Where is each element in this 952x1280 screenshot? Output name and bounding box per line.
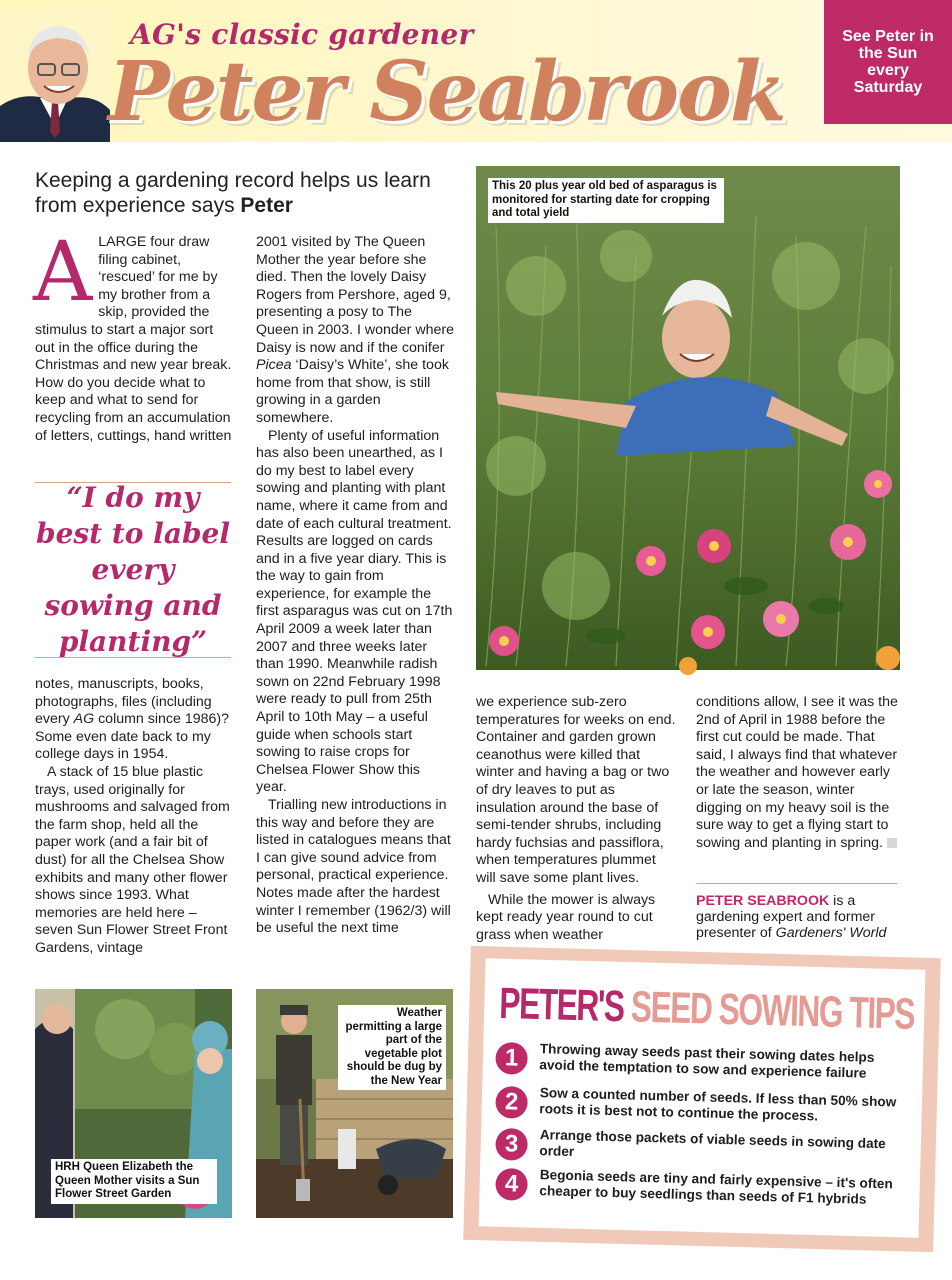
queen-mother-photo [35, 989, 232, 1218]
col3-paragraph-2: While the mower is always kept ready year round to cut grass when weather [476, 891, 656, 943]
col2-paragraph-2: Plenty of useful information has also been unearthed, as I do my best to label every sowing and planting with plant name, where it came from and date of each cultural treatment. Results are logged on cards and in a five year diary. This is the way to gain from experience, for example the first asparagus was cut on 17th April 2009 a week later than 2007 and three weeks later than 1990. Meanwhile radish sown on 22nd February 1998 were ready to pull from 25th April to 10th May – a useful guide when schools start sowing to raise crops for Chelsea Flower Show this year. [256, 427, 453, 796]
tips-title-b: SEED SOWING TIPS [622, 982, 915, 1039]
headline-text: Keeping a gardening record helps us learn from experience says [35, 169, 431, 217]
tip-number: 1 [495, 1042, 528, 1075]
vegetable-plot-caption: Weather permitting a large part of the vegetable plot should be dug by the New Year [338, 1005, 446, 1090]
tip-number: 4 [495, 1168, 528, 1201]
masthead-title: Peter Seabrook [108, 44, 785, 140]
bio-name: PETER SEABROOK [696, 893, 830, 909]
tip-text: Sow a counted number of seeds. If less than 50% show roots it is best not to continue the process. [539, 1085, 897, 1124]
col1-text-a: notes, manuscripts, books, photographs, files (including every [35, 676, 212, 728]
vegetable-plot-photo [256, 989, 453, 1218]
pull-quote [35, 482, 231, 658]
col1-intro: LARGE four draw filing cabinet, ‘rescued’ for me by my brother from a skip, provided the stimulus to start a major sort out in the office during the Christmas and new year break. How do you decide what to keep and what to send for recycling from an accumulation of letters, cuttings, hand written [35, 234, 232, 444]
promo-box [824, 0, 952, 124]
col4-paragraph-1: conditions allow, I see it was the 2nd of April in 1988 before the first cut could be made. That said, I always find that whatever the weather and however early or late the season, winter digging on my heavy soil is the sure way to get a flying start to sowing and planting in spring. [696, 694, 898, 851]
author-bio [696, 893, 906, 941]
col1-ag: AG [73, 711, 95, 728]
tip-text: Arrange those packets of viable seeds in sowing date order [539, 1127, 886, 1160]
bio-show: Gardeners' World [775, 925, 887, 941]
col2-paragraph-3: Trialling new introductions in this way and before they are listed in catalogues means that I can give sound advice from personal, practical experience. Notes made after the hardest winter I remember (1962/3) will be useful the next time [256, 797, 451, 937]
col2-text-a: 2001 visited by The Queen Mother the year before she died. Then the lovely Daisy Rogers from Pershore, aged 9, presenting a posy to The Queen in 2003. I wonder where Daisy is now and if the conifer [256, 234, 454, 356]
col2-text-b: ‘Daisy’s White’, she took home from that show, is still growing in a garden somewhere. [256, 357, 449, 426]
promo-text: See Peter in the Sun every Saturday [842, 28, 934, 96]
headline [35, 168, 475, 218]
end-mark-icon [887, 838, 897, 848]
tip-text: Throwing away seeds past their sowing dates helps avoid the temptation to sow and experience failure [539, 1041, 875, 1081]
drop-cap: A [33, 225, 93, 320]
headline-bold: Peter [240, 194, 293, 217]
pull-quote-text: “I do my best to label every sowing and planting” [35, 481, 230, 658]
tip-number: 3 [495, 1128, 528, 1161]
col3-paragraph-1: we experience sub-zero temperatures for weeks on end. Container and garden grown ceanothus were killed that winter and having a bag or two of dry leaves to put as insulation around the base of semi-tender shrubs, including hardy fuchsias and passiflora, when temperatures plummet will save some plant lives. [476, 694, 676, 886]
author-portrait [0, 6, 110, 142]
column-4 [696, 694, 900, 852]
kicker: AG's classic gardener [130, 18, 474, 51]
column-3 [476, 694, 676, 944]
column-2 [256, 234, 454, 938]
col2-picea: Picea [256, 357, 292, 374]
tips-title-a: PETER'S [498, 979, 625, 1032]
tip-number: 2 [495, 1086, 528, 1119]
column-1-top [33, 225, 233, 445]
col1-paragraph-2: A stack of 15 blue plastic trays, used originally for mushrooms and salvaged from the farm shop, held all the paper work (and a fair bit of dust) for all the Chelsea Show exhibits and many other flower shows since 1993. What memories are held here – seven Sun Flower Street Front Gardens, vintage [35, 763, 230, 956]
col1-text-b: column since 1986)? Some even date back to my college days in 1954. [35, 711, 229, 763]
tip-text: Begonia seeds are tiny and fairly expensive – it's often cheaper to buy seedlings than seeds of F1 hybrids [539, 1167, 893, 1207]
asparagus-caption: This 20 plus year old bed of asparagus is monitored for starting date for cropping and total yield [488, 178, 724, 223]
queen-mother-caption: HRH Queen Elizabeth the Queen Mother visits a Sun Flower Street Garden [51, 1159, 217, 1204]
column-1-bottom [35, 676, 233, 958]
bio-divider [696, 883, 897, 884]
photo-credit: All: Arthur Edwards/TheSun [898, 746, 905, 832]
bio-text: is a gardening expert and former presenter of [696, 893, 876, 941]
